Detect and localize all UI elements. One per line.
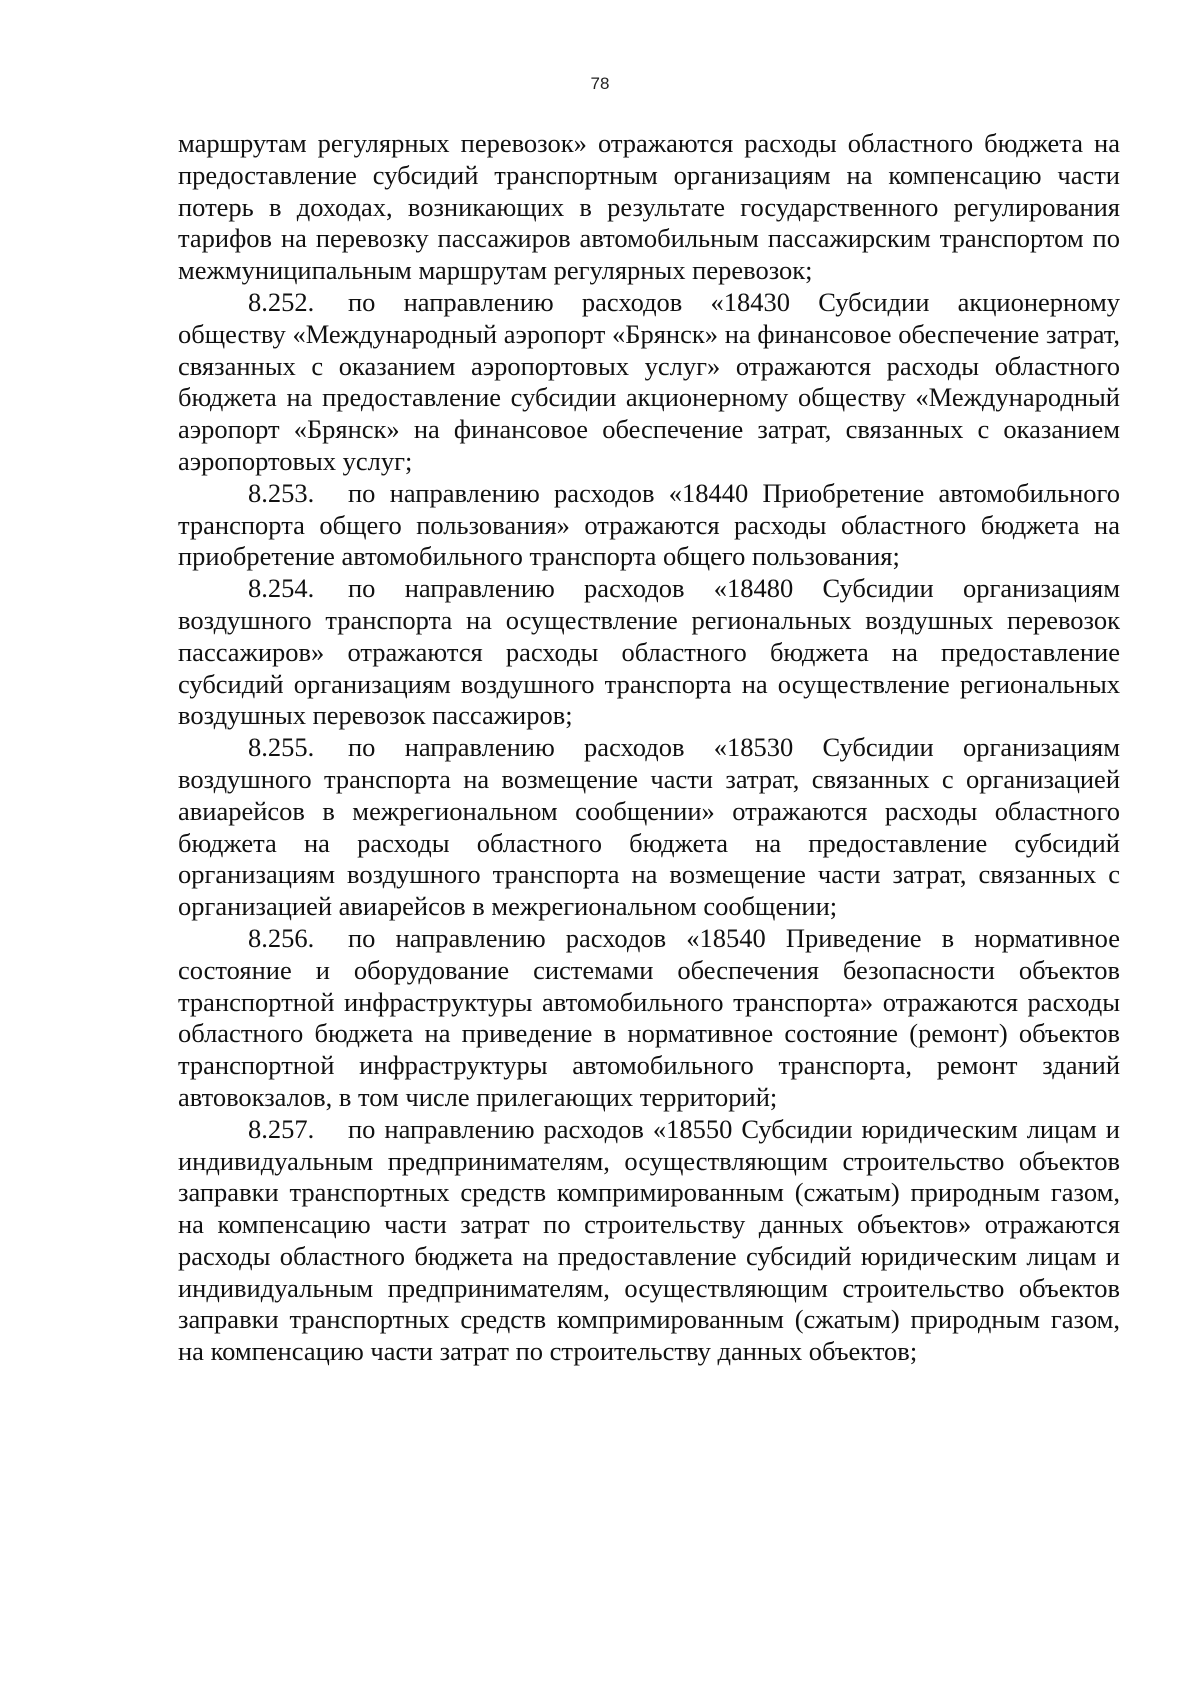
clause-text: по направлению расходов «18480 Субсидии организациям воздушного транспорта на осуществление региональных воздушных перевозок пассажиров» отражаются расходы областного бюджета на предоставление субсидий организациям воздушного транспорта на осуществление региональных воздушных перевозок пассажиров; bbox=[178, 573, 1120, 731]
clause-text: по направлению расходов «18540 Приведение в нормативное состояние и оборудование системами обеспечения безопасности объектов транспортной инфраструктуры автомобильного транспорта» отражаются расходы областного бюджета на приведение в нормативное состояние (ремонт) объектов транспортной инфраструктуры автомобильного транспорта, ремонт зданий автовокзалов, в том числе прилегающих территорий; bbox=[178, 922, 1120, 1112]
clause-number: 8.253. bbox=[248, 477, 315, 508]
document-body bbox=[178, 128, 1120, 1368]
clause-8-257 bbox=[178, 1114, 1120, 1368]
clause-text: по направлению расходов «18550 Субсидии юридическим лицам и индивидуальным предпринимателям, осуществляющим строительство объектов заправки транспортных средств компримированным (сжатым) природным газом, на компенсацию части затрат по строительству данных объектов» отражаются расходы областного бюджета на предоставление субсидий юридическим лицам и индивидуальным предпринимателям, осуществляющим строительство объектов заправки транспортных средств компримированным (сжатым) природным газом, на компенсацию части затрат по строительству данных объектов; bbox=[178, 1113, 1120, 1367]
clause-8-256 bbox=[178, 923, 1120, 1114]
clause-text: по направлению расходов «18530 Субсидии организациям воздушного транспорта на возмещение части затрат, связанных с организацией авиарейсов в межрегиональном сообщении» отражаются расходы областного бюджета на расходы областного бюджета на предоставление субсидий организациям воздушного транспорта на возмещение части затрат, связанных с организацией авиарейсов в межрегиональном сообщении; bbox=[178, 732, 1120, 922]
clause-text: по направлению расходов «18440 Приобретение автомобильного транспорта общего пользования» отражаются расходы областного бюджета на приобретение автомобильного транспорта общего пользования; bbox=[178, 477, 1120, 572]
page-number: 78 bbox=[590, 74, 610, 93]
clause-number: 8.254. bbox=[248, 573, 315, 604]
intro-paragraph: маршрутам регулярных перевозок» отражаются расходы областного бюджета на предоставление субсидий транспортным организациям на компенсацию части потерь в доходах, возникающих в результате государственного регулирования тарифов на перевозку пассажиров автомобильным пассажирским транспортом по межмуниципальным маршрутам регулярных перевозок; bbox=[178, 128, 1120, 286]
clause-number: 8.255. bbox=[248, 732, 315, 763]
clause-8-252 bbox=[178, 287, 1120, 478]
clause-8-253 bbox=[178, 478, 1120, 573]
clause-number: 8.257. bbox=[248, 1113, 315, 1144]
clause-number: 8.256. bbox=[248, 922, 315, 953]
clause-text: по направлению расходов «18430 Субсидии акционерному обществу «Международный аэропорт «Брянск» на финансовое обеспечение затрат, связанных с оказанием аэропортовых услуг» отражаются расходы областного бюджета на предоставление субсидии акционерному обществу «Международный аэропорт «Брянск» на финансовое обеспечение затрат, связанных с оказанием аэропортовых услуг; bbox=[178, 286, 1120, 476]
clause-8-254 bbox=[178, 573, 1120, 732]
clause-number: 8.252. bbox=[248, 286, 315, 317]
clause-8-255 bbox=[178, 732, 1120, 923]
